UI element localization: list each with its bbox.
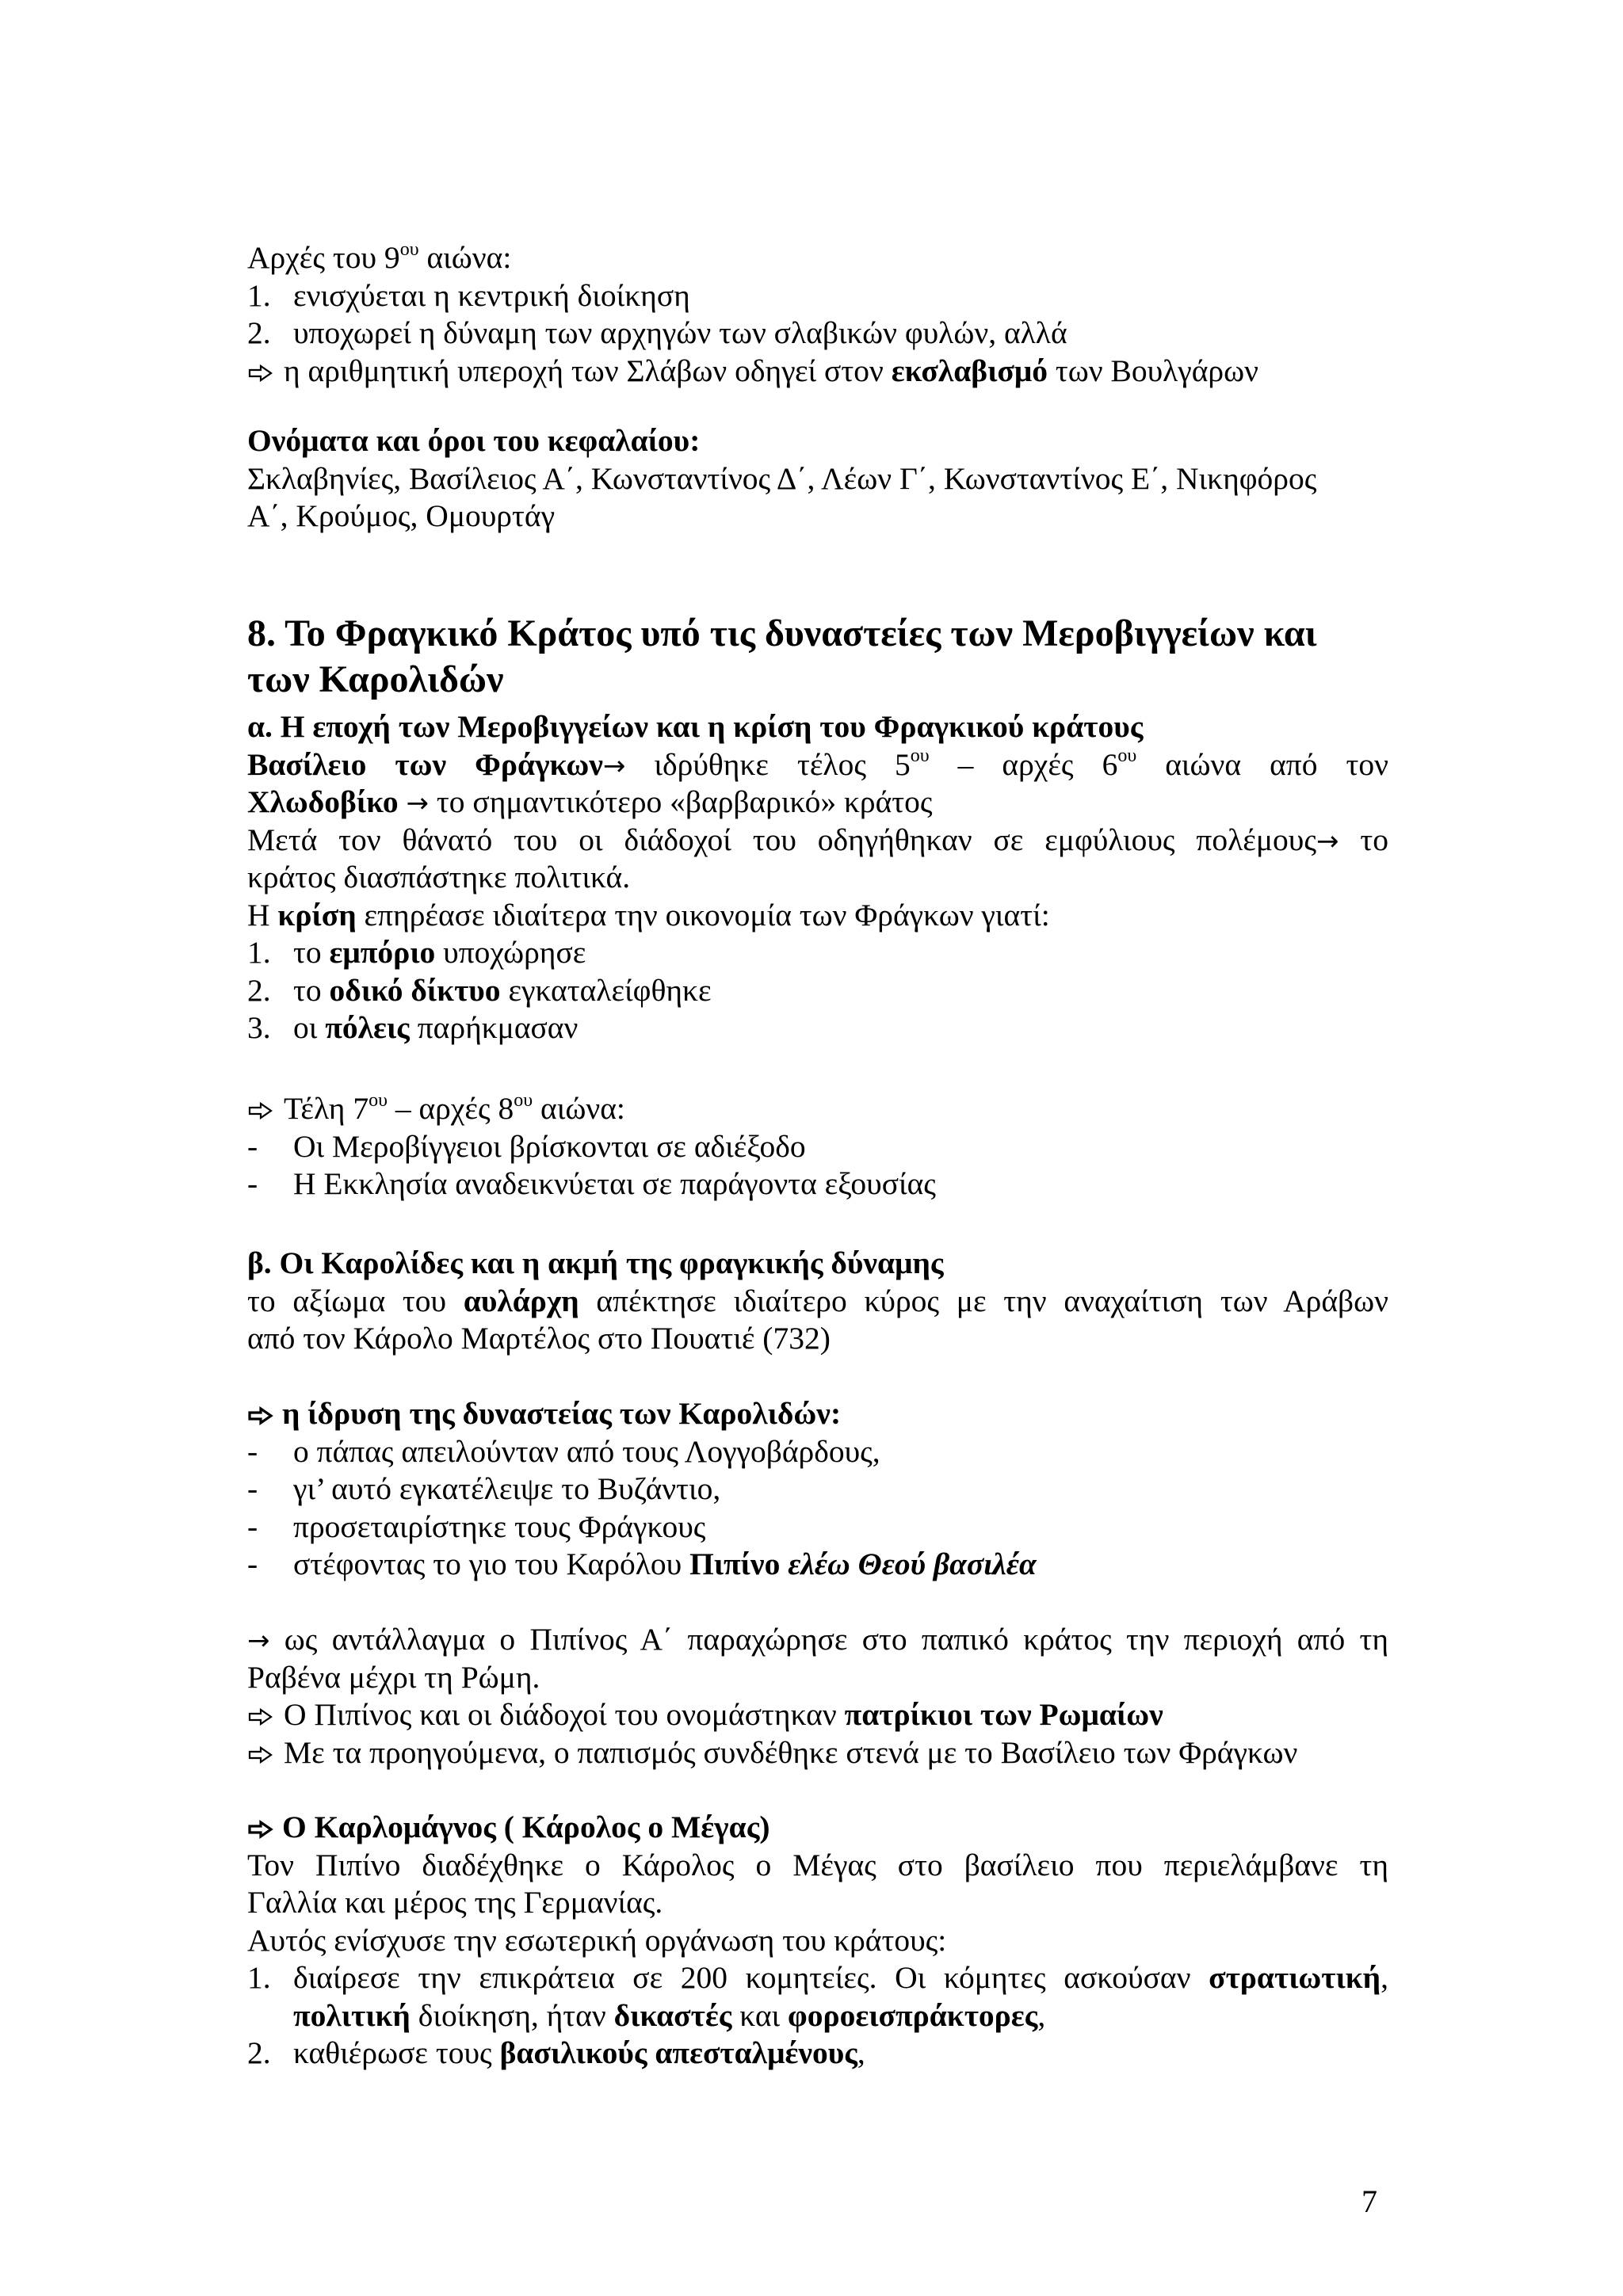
hollow-arrow-icon: [247, 1406, 274, 1425]
arrow-line: Τέλη $7^{o\upsilon}$ – αρχές $8^{o\upsilon}$ αιώνα:: [247, 1090, 1388, 1128]
hollow-arrow-icon: [247, 1745, 274, 1764]
list-item: - προσεταιρίστηκε τους Φράγκους: [247, 1508, 706, 1544]
paragraph-line: Αυτός ενίσχυσε την εσωτερική οργάνωση του κράτους:: [247, 1922, 947, 1958]
arrow-heading: η ίδρυση της δυναστείας των Καρολιδών:: [247, 1395, 1388, 1433]
paragraph-line: κράτος διασπάστηκε πολιτικά.: [247, 860, 631, 894]
intro-block: [247, 239, 1388, 390]
charlemagne-block: [247, 1809, 1388, 2073]
right-arrow-icon: →: [247, 1625, 270, 1657]
terms-block: [247, 422, 1388, 536]
paragraph-line: από τον Κάρολο Μαρτέλος στο Πουατιέ (732): [247, 1321, 831, 1356]
terms-heading: Ονόματα και όροι του κεφαλαίου:: [247, 423, 701, 458]
hollow-arrow-icon: [247, 1101, 274, 1120]
section-title-line: των Καρολιδών: [247, 658, 504, 700]
list-item: 2. το οδικό δίκτυο εγκαταλείφθηκε: [247, 972, 712, 1008]
subsection-heading: α. Η εποχή των Μεροβιγγείων και η κρίση του Φραγκικού κράτους: [247, 709, 1144, 744]
intro-line: Αρχές του $9^{o\upsilon}$ αιώνα:: [247, 238, 512, 275]
page-number: 7: [1361, 2183, 1377, 2219]
paragraph-line: Βασίλειο των Φράγκων→ ιδρύθηκε τέλος $5^{o\upsilon}$ – αρχές $6^{o\upsilon}$ αιώνα από τον: [247, 746, 1388, 782]
subsection-b: [247, 1245, 1388, 1358]
paragraph-line: το αξίωμα του αυλάρχη απέκτησε ιδιαίτερο κύρος με την αναχαίτιση των Αράβων: [247, 1283, 1388, 1318]
paragraph-line: Τον Πιπίνο διαδέχθηκε ο Κάρολος ο Μέγας στο βασίλειο που περιελάμβανε τη: [247, 1847, 1388, 1882]
section-title: [247, 611, 1388, 703]
paragraph-line: Μετά τον θάνατό του οι διάδοχοί του οδηγήθηκαν σε εμφύλιους πολέμους→ το: [247, 822, 1388, 857]
arrow-line: Ο Πιπίνος και οι διάδοχοί του ονομάστηκαν πατρίκιοι των Ρωμαίων: [247, 1696, 1388, 1734]
right-arrow-icon: →: [602, 749, 626, 782]
arrow-line: η αριθμητική υπεροχή των Σλάβων οδηγεί στον εκσλαβισμό των Βουλγάρων: [247, 353, 1388, 391]
hollow-arrow-icon: [247, 1707, 274, 1726]
arrow-line: Με τα προηγούμενα, ο παπισμός συνδέθηκε στενά με το Βασίλειο των Φράγκων: [247, 1734, 1388, 1772]
right-arrow-icon: →: [1316, 825, 1339, 857]
late-century-block: [247, 1090, 1388, 1203]
terms-line: Α΄, Κρούμος, Ομουρτάγ: [247, 498, 556, 533]
list-item: - γι’ αυτό εγκατέλειψε το Βυζάντιο,: [247, 1471, 721, 1506]
list-item: 2. υποχωρεί η δύναμη των αρχηγών των σλαβικών φυλών, αλλά: [247, 315, 1067, 350]
paragraph-line: Η κρίση επηρέασε ιδιαίτερα την οικονομία των Φράγκων γιατί:: [247, 897, 1050, 933]
arrow-heading: Ο Καρλομάγνος ( Κάρολος ο Μέγας): [247, 1809, 1388, 1847]
list-item: 2. καθιέρωσε τους βασιλικούς απεσταλμένους,: [247, 2035, 865, 2070]
paragraph-line: Χλωδοβίκο → το σημαντικότερο «βαρβαρικό» κράτος: [247, 784, 933, 819]
list-item-continuation: πολιτική διοίκηση, ήταν δικαστές και φοροεισπράκτορες,: [293, 1997, 1046, 2033]
list-item: - ο πάπας απειλούνταν από τους Λογγοβάρδους,: [247, 1433, 880, 1469]
paragraph-line: Γαλλία και μέρος της Γερμανίας.: [247, 1885, 663, 1920]
list-item: - στέφοντας το γιο του Καρόλου Πιπίνο ελέω Θεού βασιλέα: [247, 1547, 1037, 1581]
hollow-arrow-icon: [247, 1820, 274, 1839]
list-item: 1. το εμπόριο υποχώρησε: [247, 935, 586, 970]
list-item: - Οι Μεροβίγγειοι βρίσκονται σε αδιέξοδο: [247, 1128, 806, 1164]
paragraph-line: Ραβένα μέχρι τη Ρώμη.: [247, 1659, 540, 1695]
section-title-line: 8. Το Φραγκικό Κράτος υπό τις δυναστείες των Μεροβιγγείων και: [247, 612, 1317, 654]
exchange-block: [247, 1621, 1388, 1772]
right-arrow-icon: →: [406, 788, 430, 819]
terms-line: Σκλαβηνίες, Βασίλειος Α΄, Κωνσταντίνος Δ΄, Λέων Γ΄, Κωνσταντίνος Ε΄, Νικηφόρος: [247, 460, 1317, 496]
subsection-heading: β. Οι Καρολίδες και η ακμή της φραγκικής δύναμης: [247, 1245, 944, 1280]
paragraph-line: → ως αντάλλαγμα ο Πιπίνος Α΄ παραχώρησε στο παπικό κράτος την περιοχή από τη: [247, 1622, 1388, 1657]
founding-block: [247, 1395, 1388, 1584]
hollow-arrow-icon: [247, 364, 274, 383]
list-item: 1. ενισχύεται η κεντρική διοίκηση: [247, 277, 690, 313]
subsection-a: [247, 708, 1388, 1047]
list-item: - Η Εκκλησία αναδεικνύεται σε παράγοντα εξουσίας: [247, 1166, 936, 1201]
list-item: 3. οι πόλεις παρήκμασαν: [247, 1010, 579, 1045]
list-item: 1. διαίρεσε την επικράτεια σε 200 κομητείες. Οι κόμητες ασκούσαν στρατιωτική,: [247, 1960, 1388, 1995]
